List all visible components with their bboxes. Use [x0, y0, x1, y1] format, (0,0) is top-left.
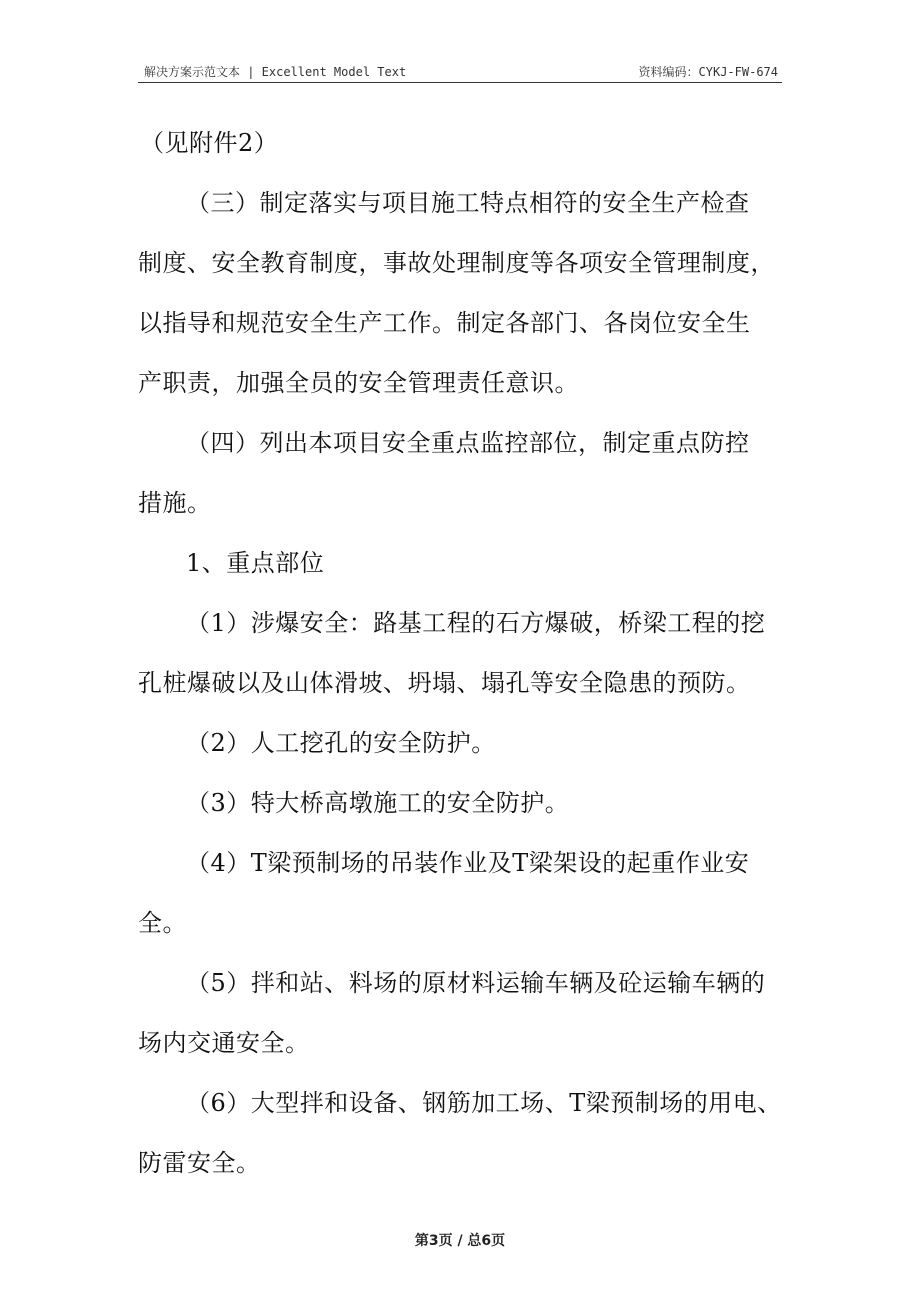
page-number: 第3页 / 总6页	[414, 1233, 506, 1249]
body-line: 全。	[138, 909, 187, 937]
body-line-item2: （2）人工挖孔的安全防护。	[186, 729, 496, 757]
body-line-annex: （见附件2）	[140, 129, 279, 157]
header-doc-code: 资料编码：CYKJ-FW-674	[638, 65, 778, 79]
body-line: 措施。	[138, 489, 212, 517]
body-line-item3: （3）特大桥高墩施工的安全防护。	[186, 789, 570, 817]
body-line-section4-start: （四）列出本项目安全重点监控部位，制定重点防控	[186, 429, 750, 457]
body-line: 制度、安全教育制度，事故处理制度等各项安全管理制度，	[138, 249, 775, 277]
body-line-item1-start: （1）涉爆安全：路基工程的石方爆破，桥梁工程的挖	[186, 609, 766, 637]
body-line: 场内交通安全。	[138, 1029, 310, 1057]
body-line: 产职责，加强全员的安全管理责任意识。	[138, 369, 579, 397]
body-line-item5-start: （5）拌和站、料场的原材料运输车辆及砼运输车辆的	[186, 969, 766, 997]
body-line: 以指导和规范安全生产工作。制定各部门、各岗位安全生	[138, 309, 751, 337]
body-line-item4-start: （4）T梁预制场的吊装作业及T梁架设的起重作业安	[186, 849, 750, 877]
body-line-heading-key-parts: 1、重点部位	[186, 549, 325, 577]
body-line-item6-start: （6）大型拌和设备、钢筋加工场、T梁预制场的用电、	[186, 1089, 782, 1117]
body-line-section3-start: （三）制定落实与项目施工特点相符的安全生产检查	[186, 189, 750, 217]
body-line: 孔桩爆破以及山体滑坡、坍塌、塌孔等安全隐患的预防。	[138, 669, 751, 697]
header-title: 解决方案示范文本 | Excellent Model Text	[144, 65, 407, 79]
body-line: 防雷安全。	[138, 1149, 261, 1177]
page-header	[138, 62, 782, 83]
